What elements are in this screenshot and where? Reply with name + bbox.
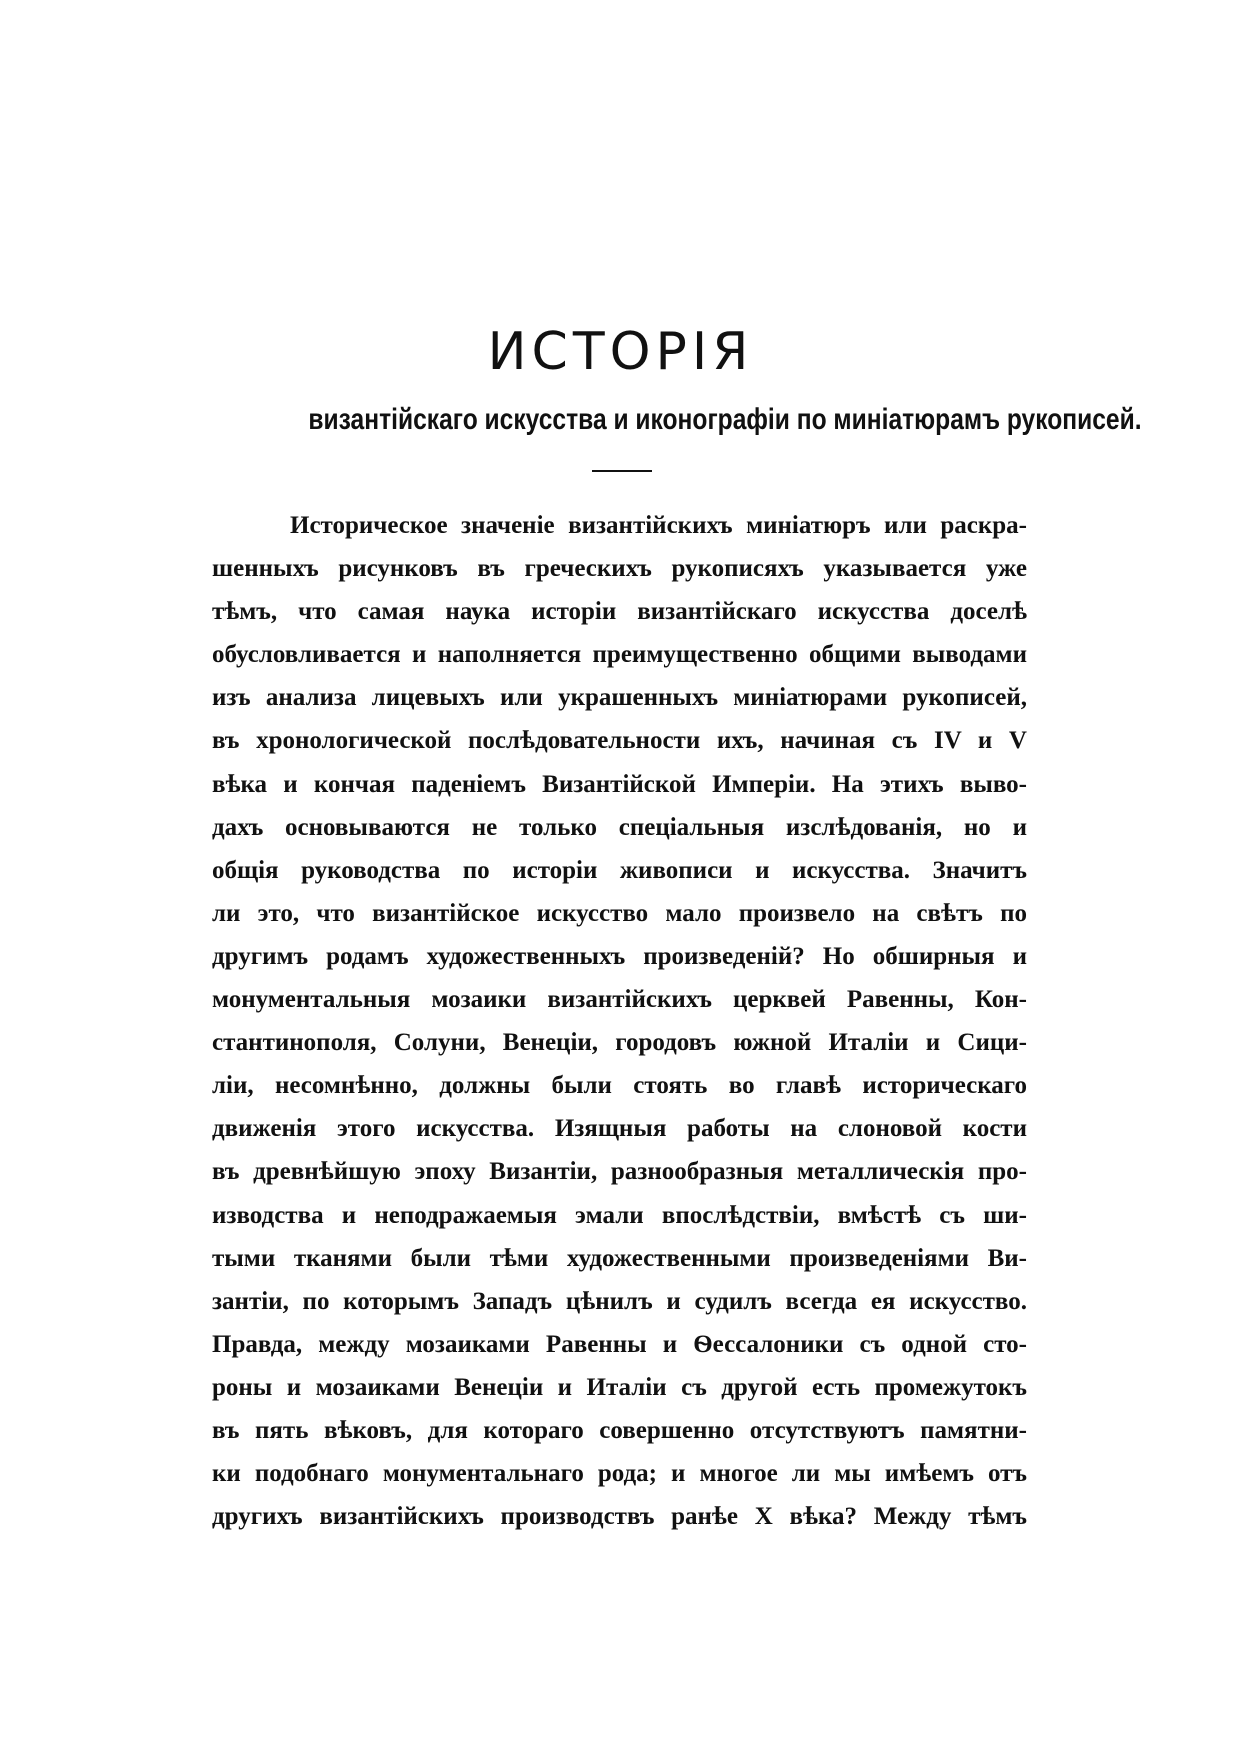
text-line: вѣка и кончая паденіемъ Византійской Имперіи. На этихъ выво-	[212, 770, 1027, 798]
text-line: ки подобнаго монументальнаго рода; и многое ли мы имѣемъ отъ	[212, 1460, 1027, 1488]
text-line: въ хронологической послѣдовательности ихъ, начиная съ IV и V	[212, 727, 1027, 755]
text-line: ли это, что византійское искусство мало произвело на свѣтъ по	[212, 899, 1027, 927]
text-line: зантіи, по которымъ Западъ цѣнилъ и судилъ всегда ея искусство.	[212, 1287, 1027, 1315]
text-line: обусловливается и наполняется преимущественно общими выводами	[212, 641, 1027, 669]
text-line: въ пять вѣковъ, для котораго совершенно отсутствуютъ памятни-	[212, 1416, 1027, 1444]
text-line: изводства и неподражаемыя эмали впослѣдствіи, вмѣстѣ съ ши-	[212, 1201, 1027, 1229]
text-line: другимъ родамъ художественныхъ произведеній? Но обширныя и	[212, 942, 1027, 970]
text-line: роны и мозаиками Венеціи и Италіи съ другой есть промежутокъ	[212, 1373, 1027, 1401]
text-line: общія руководства по исторіи живописи и искусства. Значитъ	[212, 856, 1027, 884]
text-line: тыми тканями были тѣми художественными произведеніями Ви-	[212, 1244, 1027, 1272]
text-line: въ древнѣйшую эпоху Византіи, разнообразныя металлическія про-	[212, 1158, 1027, 1186]
text-line: монументальныя мозаики византійскихъ церквей Равенны, Кон-	[212, 986, 1027, 1014]
text-line: Правда, между мозаиками Равенны и Ѳессалоники съ одной сто-	[212, 1330, 1027, 1358]
page-subtitle: византійскаго искусства и иконографіи по миніатюрамъ рукописей.	[308, 403, 1142, 436]
text-line: изъ анализа лицевыхъ или украшенныхъ миніатюрами рукописей,	[212, 684, 1027, 712]
text-line: тѣмъ, что самая наука исторіи византійскаго искусства доселѣ	[212, 598, 1027, 626]
title-divider	[592, 470, 652, 472]
text-line: движенія этого искусства. Изящныя работы на слоновой кости	[212, 1115, 1027, 1143]
body-paragraph	[212, 504, 1027, 1538]
text-line: стантинополя, Солуни, Венеціи, городовъ южной Италіи и Сици-	[212, 1029, 1027, 1057]
text-line: шенныхъ рисунковъ въ греческихъ рукописяхъ указывается уже	[212, 555, 1027, 583]
text-line: другихъ византійскихъ производствъ ранѣе X вѣка? Между тѣмъ	[212, 1503, 1027, 1531]
text-line: Историческое значеніе византійскихъ миніатюръ или раскра-	[290, 512, 1027, 539]
page-title: ИСТОРІЯ	[487, 322, 754, 382]
text-line: дахъ основываются не только спеціальныя изслѣдованія, но и	[212, 813, 1027, 841]
text-line: ліи, несомнѣнно, должны были стоять во главѣ историческаго	[212, 1072, 1027, 1100]
